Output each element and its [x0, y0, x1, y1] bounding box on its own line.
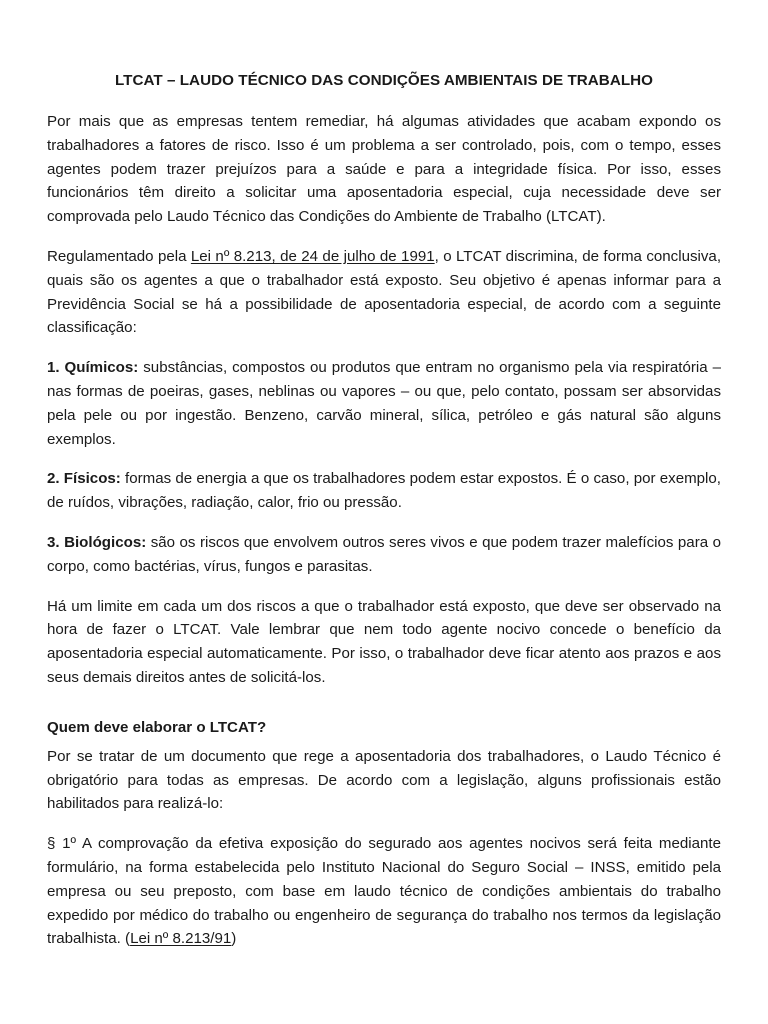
item-label: 1. Químicos:: [47, 359, 139, 377]
regulation-paragraph: [47, 245, 721, 340]
section-intro-paragraph: Por se tratar de um documento que rege a aposentadoria dos trabalhadores, o Laudo Técnico é obrigatório para todas as empresas. De acordo com a legislação, alguns profissionais estão habilitados para realizá-lo:: [47, 747, 721, 813]
spacer: [47, 515, 721, 531]
item-text: formas de energia a que os trabalhadores podem estar expostos. É o caso, por exemplo, de ruídos, vibrações, radiação, calor, frio ou pressão.: [47, 470, 721, 512]
regulation-text-before: Regulamentado pela: [47, 247, 191, 265]
item-label: 2. Físicos:: [47, 470, 121, 488]
law-link[interactable]: Lei nº 8.213, de 24 de julho de 1991: [190, 247, 435, 265]
citation-paragraph: [47, 832, 721, 951]
spacer: [47, 738, 721, 745]
list-item-fisicos: [47, 467, 721, 515]
law-reference-link[interactable]: Lei nº 8.213/91: [130, 930, 232, 948]
regulation-text-after: , o LTCAT discrimina, de forma conclusiva, quais são os agentes a que o trabalhador está exposto. Seu objetivo é apenas informar para a Previdência Social se há a possibilidade de aposentadoria especial, de acordo com a seguinte classificação:: [47, 247, 722, 337]
spacer: [47, 579, 721, 595]
list-item-biologicos: [47, 531, 721, 579]
list-item-quimicos: [47, 356, 721, 451]
item-text: substâncias, compostos ou produtos que entram no organismo pela via respiratória – nas formas de poeiras, gases, neblinas ou vapores – ou que, pelo contato, possam ser absorvidas pela pele ou por ingestão. Benzeno, carvão mineral, sílica, petróleo e gás natural são alguns exemplos.: [47, 359, 721, 448]
spacer: [47, 451, 721, 467]
spacer: [47, 229, 721, 245]
item-label: 3. Biológicos:: [47, 533, 147, 551]
citation-text: § 1º A comprovação da efetiva exposição do segurado aos agentes nocivos será feita mediante formulário, na forma estabelecida pelo Instituto Nacional do Seguro Social – INSS, emitido pela empresa ou seu preposto, com base em laudo técnico de condições ambientais do trabalho expedido por médico do trabalho ou engenheiro de segurança do trabalho nos termos da legislação trabalhista. (: [47, 835, 721, 948]
item-text: são os riscos que envolvem outros seres vivos e que podem trazer malefícios para o corpo, como bactérias, vírus, fungos e parasitas.: [47, 533, 721, 575]
limit-paragraph: Há um limite em cada um dos riscos a que o trabalhador está exposto, que deve ser observado na hora de fazer o LTCAT. Vale lembrar que nem todo agente nocivo concede o benefício da aposentadoria especial automaticamente. Por isso, o trabalhador deve ficar atento aos prazos e aos seus demais direitos antes de solicitá-los.: [47, 597, 721, 686]
intro-paragraph: Por mais que as empresas tentem remediar, há algumas atividades que acabam expondo os trabalhadores a fatores de risco. Isso é um problema a ser controlado, pois, com o tempo, esses agentes podem trazer prejuízos para a saúde e para a integridade física. Por isso, esses funcionários têm direito a solicitar uma aposentadoria especial, cuja necessidade deve ser comprovada pelo Laudo Técnico das Condições do Ambiente de Trabalho (LTCAT).: [47, 113, 721, 226]
spacer: [47, 690, 721, 718]
spacer: [47, 340, 721, 356]
citation-close: ): [231, 930, 237, 948]
section-heading: Quem deve elaborar o LTCAT?: [47, 718, 267, 736]
document-title: LTCAT – LAUDO TÉCNICO DAS CONDIÇÕES AMBIENTAIS DE TRABALHO: [114, 72, 654, 89]
spacer: [47, 816, 721, 832]
